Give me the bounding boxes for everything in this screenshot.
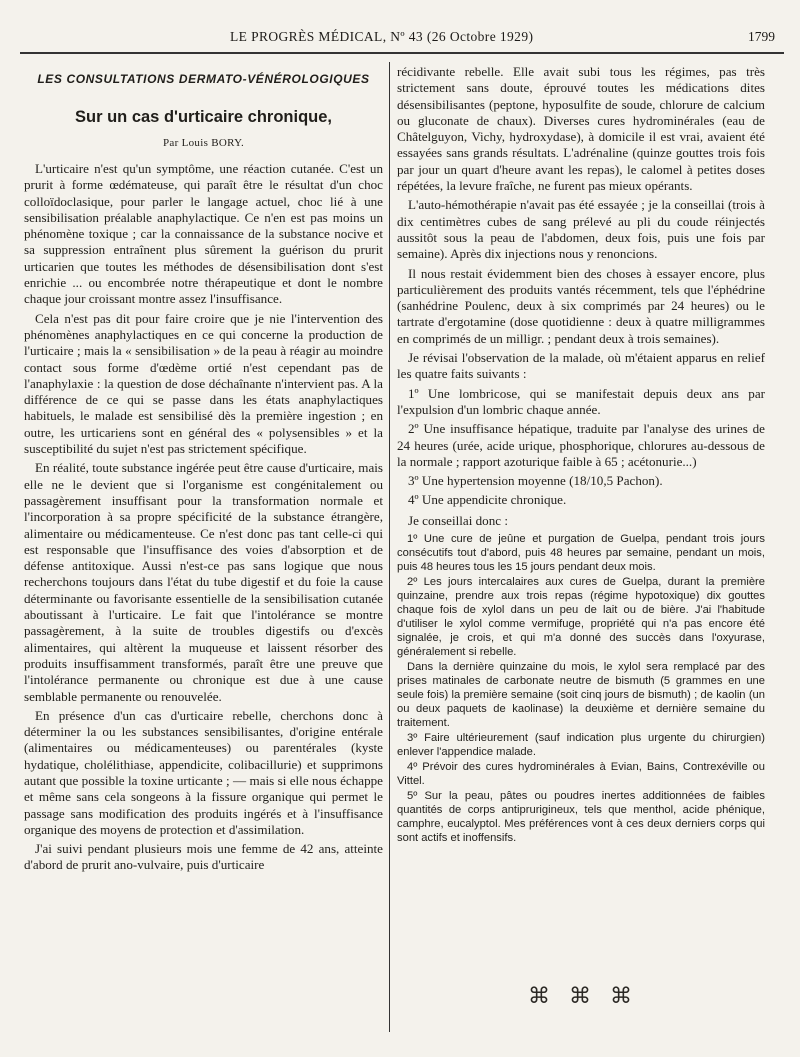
prescription-item: 3º Faire ultérieurement (sauf indication plus urgente du chirurgien) enlever l'appendice malade. — [397, 732, 765, 759]
byline: Par Louis BORY. — [162, 137, 244, 149]
page-number: 1799 — [748, 29, 775, 44]
article-title: Sur un cas d'urticaire chronique, — [75, 108, 332, 126]
prescription-item: Dans la dernière quinzaine du mois, le xylol sera remplacé par des prises matinales de carbonate neutre de bismuth (5 grammes en une seule fois) la première semaine (soit cinq jours de bismuth) ; de kaolin (un ou deux paquets de kaolinase) la deuxième et dernière semaine du traitement. — [397, 661, 765, 730]
prescription-item: 1º Une cure de jeûne et purgation de Guelpa, pendant trois jours consécutifs tout d'abord, puis 48 heures par semaine, pendant un mois, puis 48 heures tous les 15 jours pendant deux mois. — [397, 533, 765, 574]
left-column — [24, 64, 383, 877]
end-ornament: ⌘ ⌘ ⌘ — [528, 984, 638, 1009]
running-header — [0, 29, 800, 49]
numbered-fact: 3º Une hypertension moyenne (18/10,5 Pachon). — [408, 473, 663, 489]
prescription-item: 4º Prévoir des cures hydrominérales à Evian, Bains, Contrexéville ou Vittel. — [397, 761, 765, 788]
running-title: LE PROGRÈS MÉDICAL, Nº 43 (26 Octobre 1929) — [230, 29, 534, 44]
paragraph: Je révisai l'observation de la malade, où m'étaient apparus en relief les quatre faits suivants : — [397, 350, 765, 382]
paragraph: L'urticaire n'est qu'un symptôme, une réaction cutanée. C'est un prurit à forme œdémateuse, qui paraît être le résultat d'un choc colloïdoclasique, pour parler le langage actuel, choc lié à une sensibilisation préalable anaphylactique. Ce n'en est pas moins un phénomène toxique ; car la connaissance de la substance nocive et sa suppression entraînent plus sûrement la guérison du prurit urticarien que toutes les méthodes de désensibilisation dont s'est enrichie ... ou encombrée notre thérapeutique et dont le nombre chaque jour croissant montre assez l'insuffisance. — [24, 161, 383, 307]
paragraph: Cela n'est pas dit pour faire croire que je nie l'intervention des phénomènes anaphylactiques en ce qui concerne la production de l'urticaire ; mais la « sensibilisation » de la peau à réagir au moindre contact sous forme d'œdème ortié n'est cependant pas de l'anaphylaxie : la question de dose déchaînante n'intervient pas. A la différence de ce qui se passe dans les états anaphylactiques habituels, le malade est sensibilisé dès la première ingestion ; en outre, les urticariens sont en général des « polysensibles » et la susceptibilité du sujet n'est pas strictement spécifique. — [24, 310, 383, 457]
paragraph: Il nous restait évidemment bien des choses à essayer encore, plus particulièrement des produits vantés récemment, tels que l'éphédrine (sanhédrine Poulenc, deux à six comprimés par 24 heures) ou le tartrate d'ergotamine (dose quotidienne : deux à quatre milligrammes en comprimés de un milligr. ; pendant deux à trois semaines). — [397, 265, 765, 346]
conseil-heading: Je conseillai donc : — [408, 512, 508, 528]
prescription-item: 5º Sur la peau, pâtes ou poudres inertes additionnées de faibles quantités de corps antiprurigineux, tels que menthol, acide phénique, camphre, eucalyptol. Mes préférences vont à ces deux derniers corps qui sont actifs et inoffensifs. — [397, 790, 765, 845]
paragraph: L'auto-hémothérapie n'avait pas été essayée ; je la conseillai (trois à dix centimètres cubes de sang prélevé au pli du coude réinjectés aussitôt sous la peau de l'abdomen, deux fois, puis une fois par semaine). Après dix injections nous y renoncions. — [397, 197, 765, 262]
prescription-item: 2º Les jours intercalaires aux cures de Guelpa, durant la première quinzaine, prendre aux trois repas (régime hypotoxique) dix gouttes chaque fois de xylol dans un peu de lait ou de bière. J'ai l'habitude d'utiliser le xylol comme vermifuge, propriété qui n'a pas encore été signalée, je crois, et qui m'a donné des succès dans l'oxyurase, généralement si rebelle. — [397, 576, 765, 659]
paragraph: En réalité, toute substance ingérée peut être cause d'urticaire, mais elle ne le devient que si l'organisme est congénitalement ou passagèrement insuffisant pour la transformation normale et l'incorporation à sa propre spécificité de la substance étrangère, alimentaire ou médicamenteuse. Ce n'est donc pas tant celle-ci qui est responsable que l'insuffisance des voies d'absorption et de défense antitoxique. Aussi n'est-ce pas sans logique que nous recherchons toujours dans l'état du tube digestif et du foie la cause déterminante ou favorisante essentielle de la sensibilisation cutanée aboutissant à l'urticaire. Le fait que l'intolérance se montre passagèrement, à la suite de troubles digestifs ou d'excès alimentaires, qui altèrent la muqueuse et laissent résorber des produits insuffisamment transformés, paraît être une preuve que l'intolérance permanente ou chronique est due à une cause semblable permanente ou renouvelée. — [24, 460, 383, 704]
right-column — [397, 64, 765, 846]
numbered-fact: 1º Une lombricose, qui se manifestait depuis deux ans par l'expulsion d'un lombric chaque année. — [397, 385, 765, 417]
column-divider — [389, 62, 390, 1032]
section-rubric: LES CONSULTATIONS DERMATO-VÉNÉROLOGIQUES — [37, 72, 370, 86]
numbered-fact: 4º Une appendicite chronique. — [408, 492, 567, 508]
paragraph: récidivante rebelle. Elle avait subi tous les régimes, pas très strictement sans doute, éprouvé toutes les médications dites désensibilisantes (peptone, hyposulfite de soude, chlorure de calcium ou gluconate de chaux). Diverses cures hydrominérales (eau de Châtelguyon, Vichy, hydroxydase), à domicile il est vrai, avaient été essayées sans grands résultats. L'adrénaline (quinze gouttes trois fois par jour un quart d'heure avant les repas), le calomel à petites doses répétées, la levure fraîche, ne furent pas mieux opérants. — [397, 64, 765, 194]
header-rule — [20, 52, 784, 54]
paragraph: J'ai suivi pendant plusieurs mois une femme de 42 ans, atteinte d'abord de prurit ano-vulvaire, puis d'urticaire — [24, 841, 383, 873]
paragraph: En présence d'un cas d'urticaire rebelle, cherchons donc à déterminer la ou les substances sensibilisantes, d'origine entérale (alimentaires ou médicamenteuses) ou parentérales (kyste hydatique, cholélithiase, appendicite, colibacillurie) et supprimons autant que possible la toxine urticante ; — mais si elle nous échappe et même sans cela songeons à la fissure organique qui permet le passage sans modification des produits ingérés et à l'insuffisance organique des moyens de protection et d'assimilation. — [24, 707, 383, 837]
numbered-fact: 2º Une insuffisance hépatique, traduite par l'analyse des urines de 24 heures (urée, acide urique, phosphorique, chlorures au-dessous de la normale ; rapport azoturique faible à 65 ; acétonurie...) — [397, 421, 765, 469]
